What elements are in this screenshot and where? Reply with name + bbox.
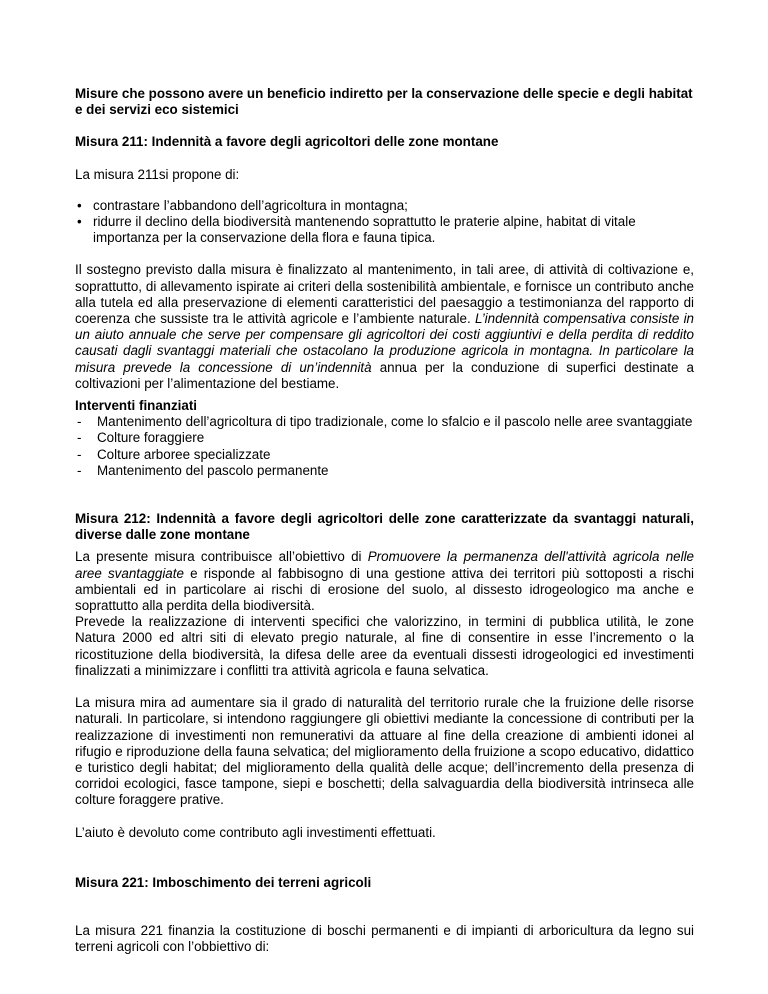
interventi-title: Interventi finanziati <box>75 398 198 414</box>
list-item <box>75 447 694 463</box>
paragraph-text: Il sostegno previsto dalla misura è finalizzato al mantenimento, in tali aree, di attività di coltivazione e, soprattutto, di allevamento ispirate ai criteri della sostenibilità ambientale, e fornisce un contributo anche alla tutela ed alla preservazione di elementi caratteristici del paesaggio a testimonianza del rapporto di coerenza che sussiste tra le attività agricole e l’ambiente naturale. <box>75 262 694 327</box>
list-item <box>75 430 694 446</box>
bullet-text: ridurre il declino della biodiversità mantenendo soprattutto le praterie alpine, habitat di vitale importanza per la conservazione della flora e fauna tipica. <box>93 214 636 246</box>
list-item-text: Mantenimento dell’agricoltura di tipo tradizionale, come lo sfalcio e il pascolo nelle aree svantaggiate <box>97 414 693 430</box>
measure-211-intro: La misura 211si propone di: <box>75 166 240 182</box>
dash-marker: - <box>77 462 82 478</box>
measure-212-paragraph-2: Prevede la realizzazione di interventi specifici che valorizzino, in termini di pubblica utilità, le zone Natura 2000 ed altri siti di elevato pregio naturale, al fine di consentire in esse l’incremento o la ricostituzione della biodiversità, la difesa delle aree da eventuali dissesti idrogeologici ed investimenti finalizzati a minimizzare i conflitti tra attività agricola e fauna selvatica. <box>75 614 694 678</box>
bullet-icon: • <box>77 214 82 230</box>
dash-marker: - <box>77 414 82 430</box>
italic-text: L’indennità compensativa consiste in un aiuto annuale che serve per compensare gli agricoltori dei costi aggiuntivi e della perdita di reddito causati dagli svantaggi materiali che ostacolano la produzione agricola in montagna. In particolare la misura prevede la concessione di un’indennità <box>75 311 694 375</box>
measure-221-heading: Misura 221: Imboschimento dei terreni agricoli <box>75 874 372 890</box>
document-page <box>75 86 694 955</box>
measure-211-paragraph <box>75 262 694 392</box>
list-item-text: Colture arboree specializzate <box>97 446 271 462</box>
measure-212-paragraph-4: L’aiuto è devoluto come contributo agli investimenti effettuati. <box>75 824 436 840</box>
measure-211-bullet-list <box>75 198 694 247</box>
measure-212-paragraph-3: La misura mira ad aumentare sia il grado di naturalità del territorio rurale che la fruizione delle risorse naturali. In particolare, si intendono raggiungere gli obiettivi mediante la concessione di contributi per la realizzazione di investimenti non remunerativi da attuare al fine della creazione di ambienti idonei al rifugio e riproduzione della fauna selvatica; del miglioramento della fruizione a scopo educativo, didattico e turistico degli habitat; del miglioramento della qualità delle acque; dell’incremento della presenza di corridoi ecologici, fasce tampone, siepi e boschetti; della salvaguardia della biodiversità intrinseca alle colture foraggere prative. <box>75 695 694 808</box>
list-item <box>75 414 694 430</box>
bullet-icon: • <box>77 197 82 213</box>
list-item-text: Colture foraggiere <box>97 430 205 446</box>
measure-221-paragraph: La misura 221 finanzia la costituzione di boschi permanenti e di impianti di arboricultura da legno sui terreni agricoli con l’obbiettivo di: <box>75 922 694 955</box>
list-item-text: Mantenimento del pascolo permanente <box>97 462 329 478</box>
interventi-list <box>75 414 694 479</box>
list-item <box>75 214 694 246</box>
list-item <box>75 198 694 214</box>
paragraph-text-end: e risponde al fabbisogno di una gestione attiva dei territori più sottoposti a rischi ambientali ed in particolare ai rischi di erosione del suolo, al dissesto idrogeologico ma anche e soprattutto alla perdita della biodiversità. <box>75 565 694 614</box>
list-item <box>75 463 694 479</box>
measure-212-heading: Misura 212: Indennità a favore degli agricoltori delle zone caratterizzate da svantaggi naturali, diverse dalle zone montane <box>75 511 694 543</box>
italic-text: Promuovere la permanenza dell'attività agricola nelle aree svantaggiate <box>75 549 694 581</box>
paragraph-text: La presente misura contribuisce all’obiettivo di <box>75 549 368 565</box>
measure-211-heading: Misura 211: Indennità a favore degli agricoltori delle zone montane <box>75 134 499 150</box>
dash-marker: - <box>77 430 82 446</box>
dash-marker: - <box>77 446 82 462</box>
bullet-text: contrastare l’abbandono dell’agricoltura in montagna; <box>93 197 408 213</box>
section-title: Misure che possono avere un beneficio indiretto per la conservazione delle specie e degli habitat e dei servizi eco sistemici <box>75 86 693 118</box>
paragraph-text-end: annua per la conduzione di superfici destinate a coltivazioni per l’alimentazione del bestiame. <box>75 359 694 391</box>
measure-212-paragraph-1 <box>75 549 694 614</box>
